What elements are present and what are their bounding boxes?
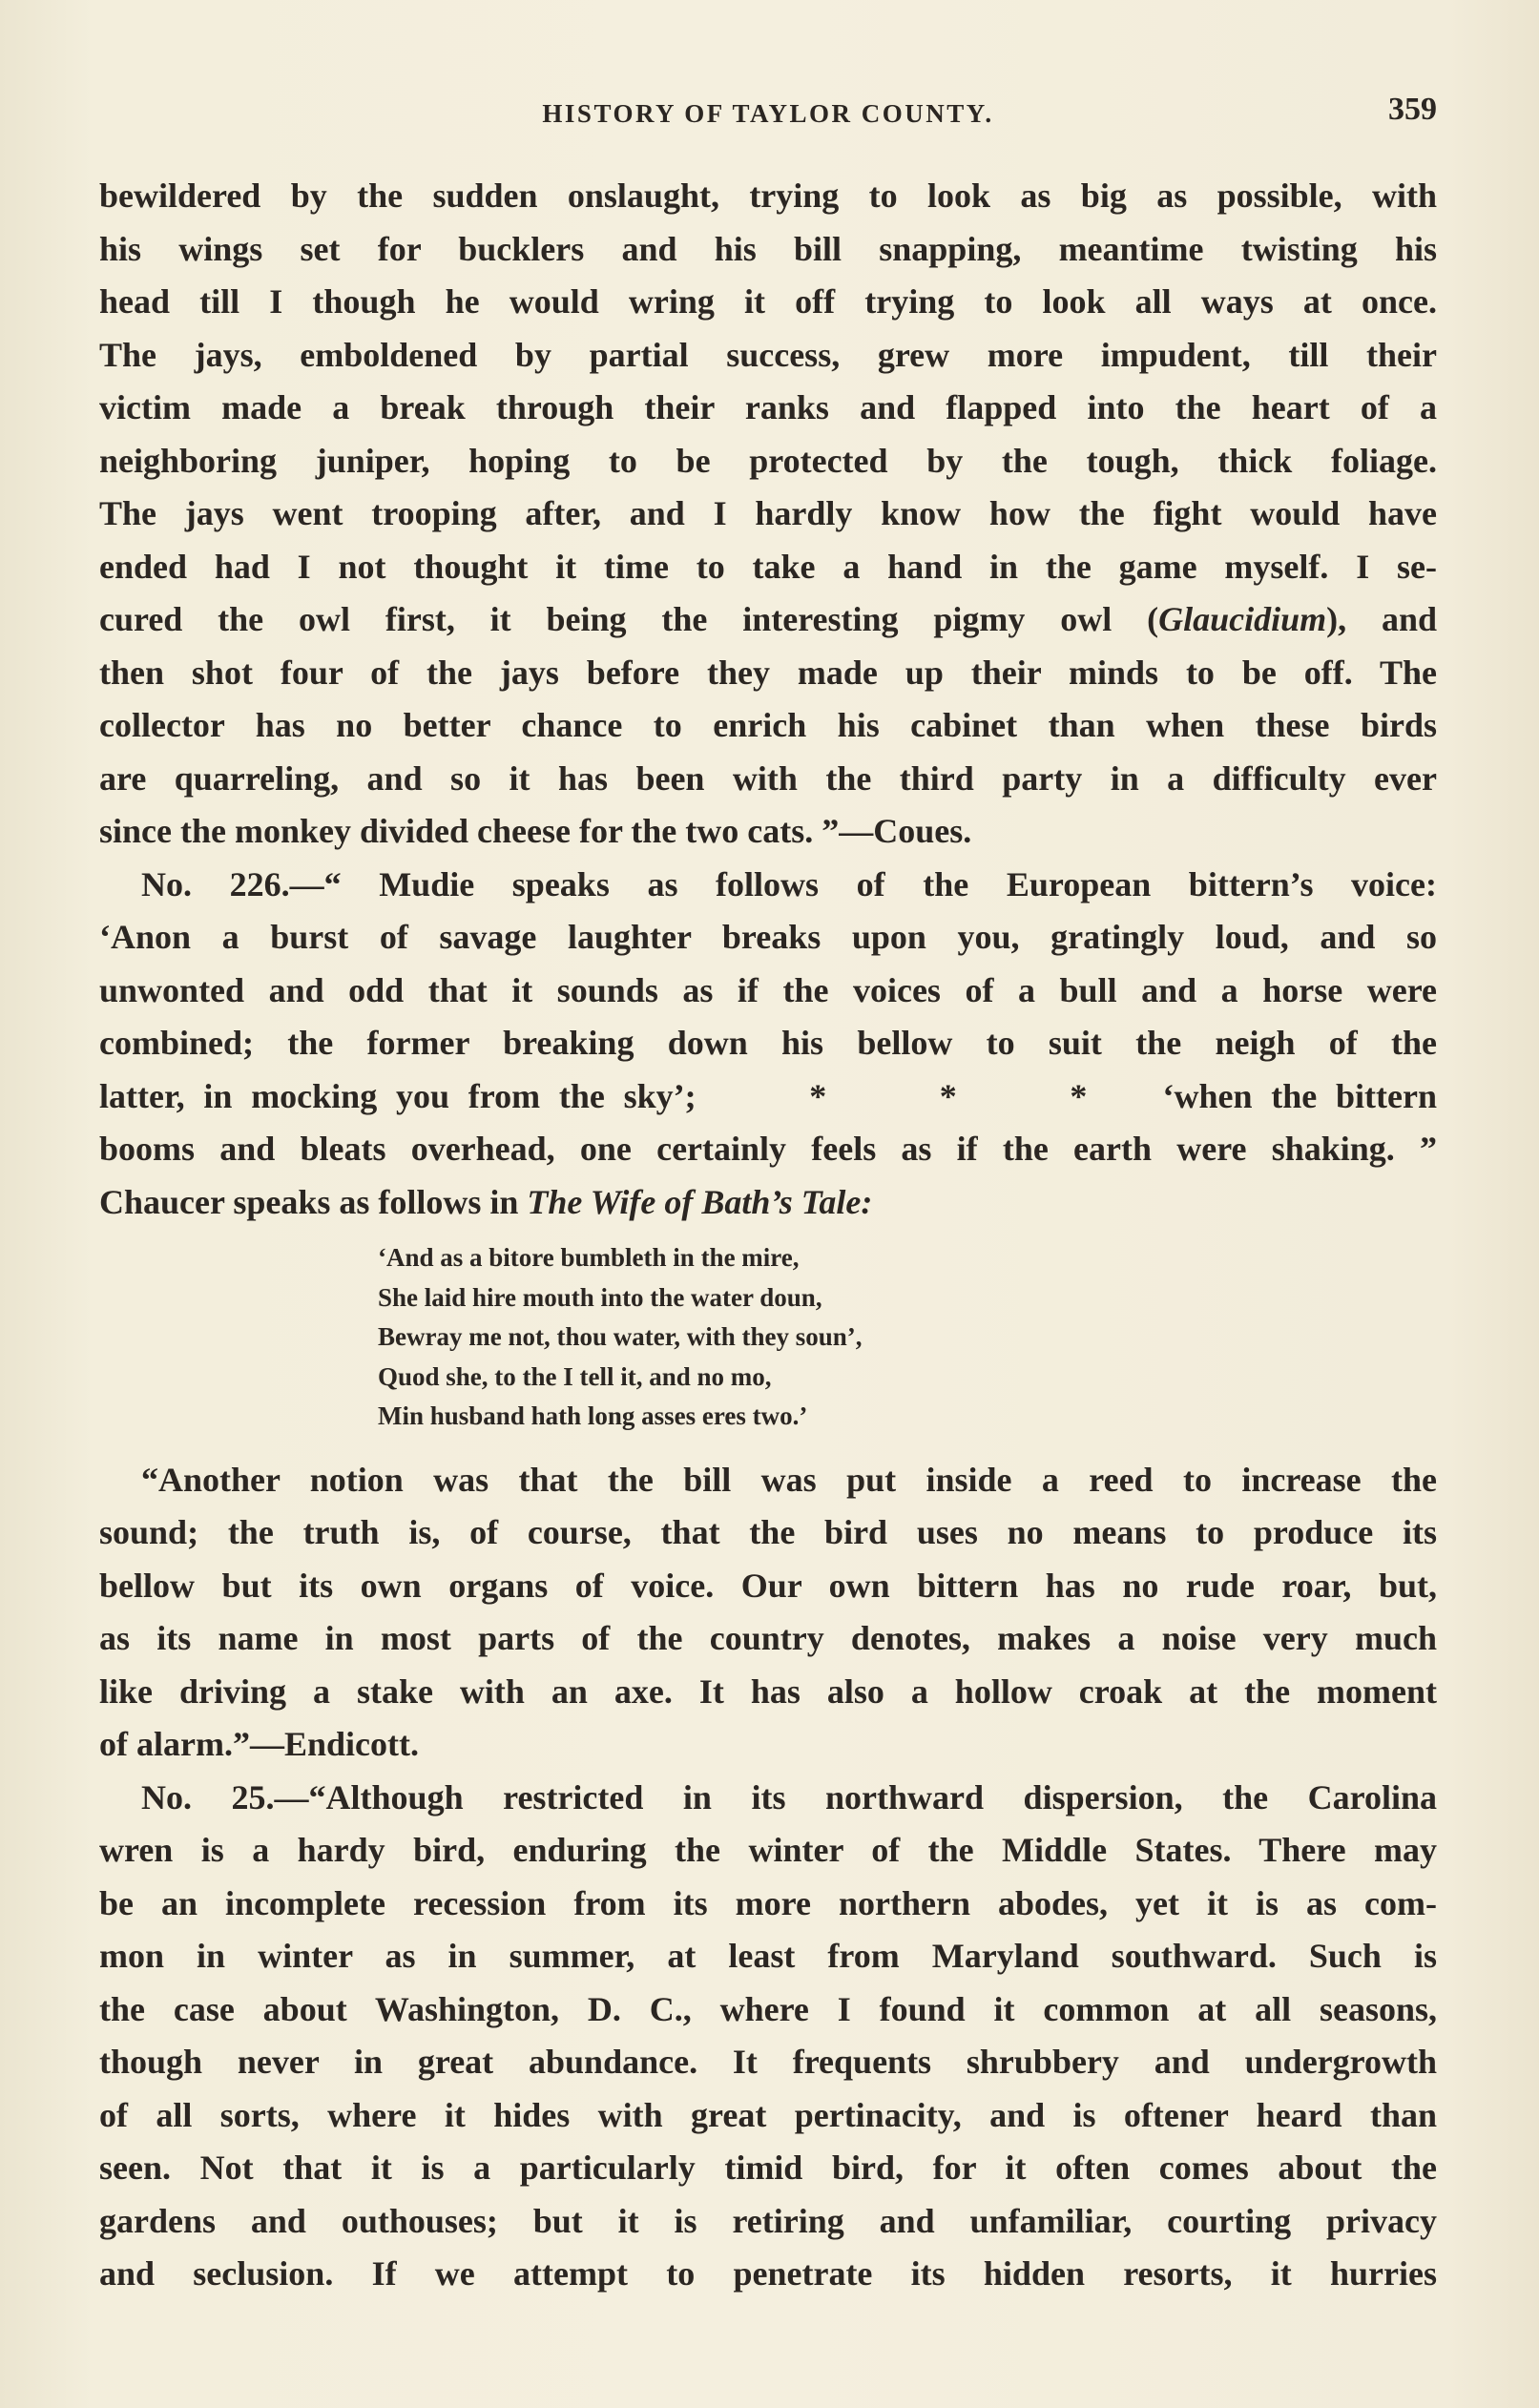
text-line: though never in great abundance. It frequents shrubbery and undergrowth: [99, 2043, 1437, 2081]
verse-line: Quod she, to the I tell it, and no mo,: [378, 1361, 772, 1391]
text-line: combined; the former breaking down his bellow to suit the neigh of the: [99, 1024, 1437, 1062]
text-line: as its name in most parts of the country denotes, makes a noise very much: [99, 1619, 1437, 1657]
paragraph-start: No. 226.—“ Mudie speaks as follows of the European bittern’s voice:: [141, 864, 1437, 903]
text-line: are quarreling, and so it has been with the third party in a difficulty ever: [99, 758, 1437, 798]
text-line: booms and bleats overhead, one certainly feels as if the earth were shaking. ”: [99, 1130, 1437, 1168]
text-line: unwonted and odd that it sounds as if the voices of a bull and a horse were: [99, 970, 1437, 1009]
text-line: of all sorts, where it hides with great pertinacity, and is oftener heard than: [99, 2095, 1437, 2134]
text-fragment: ), and: [1326, 600, 1438, 638]
text-line: then shot four of the jays before they made up their minds to be off. The: [99, 653, 1437, 692]
text-line: bewildered by the sudden onslaught, trying to look as big as possible, with: [99, 176, 1437, 215]
text-line: the case about Washington, D. C., where I found it common at all seasons,: [99, 1989, 1437, 2028]
body-text: [99, 170, 1437, 2301]
text-line: latter, in mocking you from the sky’; * * * ‘when the bittern: [99, 1076, 1437, 1115]
text-line: neighboring juniper, hoping to be protected by the tough, thick foliage.: [99, 441, 1437, 480]
verse-line: Min husband hath long asses eres two.’: [378, 1401, 808, 1430]
text-line: of alarm.”—Endicott.: [99, 1725, 419, 1763]
text-line: sound; the truth is, of course, that the bird uses no means to produce its: [99, 1513, 1437, 1551]
text-line: since the monkey divided cheese for the two cats. ”—Coues.: [99, 812, 972, 850]
text-line: ended had I not thought it time to take a hand in the game myself. I se-: [99, 547, 1437, 586]
page-number: 359: [1388, 92, 1437, 127]
paragraph-start: “Another notion was that the bill was put inside a reed to increase the: [141, 1460, 1437, 1499]
verse-line: She laid hire mouth into the water doun,: [378, 1282, 822, 1312]
text-line: head till I though he would wring it off trying to look all ways at once.: [99, 282, 1437, 321]
text-line: The jays, emboldened by partial success, grew more impudent, till their: [99, 335, 1437, 374]
text-line: and seclusion. If we attempt to penetrate its hidden resorts, it hurries: [99, 2254, 1437, 2293]
text-line: be an incomplete recession from its more northern abodes, yet it is as com-: [99, 1883, 1437, 1922]
text-line: wren is a hardy bird, enduring the winter of the Middle States. There may: [99, 1831, 1437, 1869]
text-fragment: cured the owl first, it being the interesting pigmy owl (: [99, 600, 1159, 638]
text-line: seen. Not that it is a particularly timid bird, for it often comes about the: [99, 2149, 1437, 2187]
text-line: like driving a stake with an axe. It has also a hollow croak at the moment: [99, 1671, 1437, 1711]
work-title: The Wife of Bath’s Tale:: [527, 1182, 873, 1221]
text-fragment: Chaucer speaks as follows in: [99, 1182, 528, 1221]
text-line-owl: [99, 593, 1437, 647]
verse-line: Bewray me not, thou water, with they soun’,: [378, 1322, 863, 1351]
text-line: bellow but its own organs of voice. Our own bittern has no rude roar, but,: [99, 1566, 1437, 1605]
running-head: [99, 92, 1437, 139]
verse-quotation: [378, 1238, 1437, 1437]
species-name: Glaucidium: [1158, 600, 1327, 638]
paragraph-start: No. 25.—“Although restricted in its northward dispersion, the Carolina: [141, 1777, 1437, 1816]
running-title: HISTORY OF TAYLOR COUNTY.: [542, 99, 994, 128]
text-line-chaucer: [99, 1176, 1437, 1230]
text-line: his wings set for bucklers and his bill snapping, meantime twisting his: [99, 229, 1437, 268]
text-line: victim made a break through their ranks and flapped into the heart of a: [99, 388, 1437, 426]
text-line: The jays went trooping after, and I hardly know how the fight would have: [99, 494, 1437, 532]
text-line: mon in winter as in summer, at least from Maryland southward. Such is: [99, 1937, 1437, 1975]
verse-line: ‘And as a bitore bumbleth in the mire,: [378, 1243, 800, 1272]
text-line: ‘Anon a burst of savage laughter breaks upon you, gratingly loud, and so: [99, 918, 1437, 956]
text-line: collector has no better chance to enrich his cabinet than when these birds: [99, 706, 1437, 744]
text-line: gardens and outhouses; but it is retiring and unfamiliar, courting privacy: [99, 2201, 1437, 2240]
